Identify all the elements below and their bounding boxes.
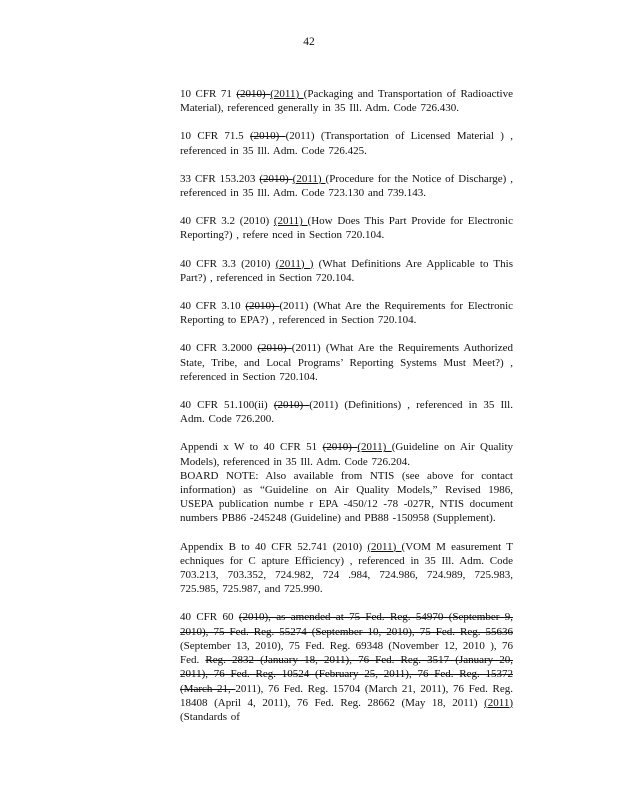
reference-text: (2011) (Transportation of Licensed Material ) , referenced in 35 Ill. Adm. Code 726.425. [180,130,513,157]
cfr-reference-list [180,87,513,724]
cfr-reference-entry [180,299,513,327]
deleted-text: (2010) [273,399,310,412]
cfr-reference-entry [180,540,513,597]
inserted-text: (2011) [484,696,513,709]
deleted-text: (2010) [245,300,280,313]
reference-text: 2011), 76 Fed. Reg. 15704 (March 21, 2011), 76 Fed. Reg. 18408 (April 4, 2011), 76 Fed. Reg. 28662 (May 18, 2011) [180,682,513,709]
reference-text: 40 CFR 3.2 (2010) [180,215,274,228]
reference-text: 33 CFR 153.203 [180,172,260,185]
deleted-text: (2010) [236,88,271,100]
cfr-reference-entry [180,257,513,285]
reference-text: (Standards of [180,710,240,723]
reference-text: (How Does This Part Provide for Electronic Reporting?) , refere nced in Section 720.104. [180,215,513,242]
cfr-reference-entry [180,398,513,426]
reference-text: (What Definitions Are Applicable to This Part?) , referenced in Section 720.104. [180,257,513,284]
cfr-reference-entry [180,87,513,115]
deleted-text: Reg. 2832 (January 18, 2011), 76 Fed. Reg. 3517 (January 20, 2011), 76 Fed. Reg. 10524 (February 25, 2011), 76 Fed. Reg. 15372 (March 21, [180,654,514,695]
deleted-text: (2010) [257,342,292,355]
reference-text: (VOM M easurement T echniques for C apture Efficiency) , referenced in 35 Ill. Adm. Code 703.213, 703.352, 724.982, 724 .984, 724.986, 724.989, 725.983, 725.985, 725.987, and 725.990. [180,540,514,596]
inserted-text: (2011) [292,172,326,185]
cfr-reference-entry [180,440,513,525]
inserted-text: (2011) [273,215,308,228]
reference-text: 40 CFR 3.2000 [180,342,258,355]
inserted-text: (2011) [270,88,304,100]
reference-text: Appendix B to 40 CFR 52.741 (2010) [180,540,368,553]
reference-text: 40 CFR 3.10 [180,300,246,313]
deleted-text: (2010), as amended at 75 Fed. Reg. 54970 (September 9, 2010), 75 Fed. Reg. 55274 (September 10, 2010), 75 Fed. Reg. 55636 [180,611,513,638]
reference-text: 10 CFR 71 [180,88,237,100]
reference-text: 10 CFR 71.5 [180,130,250,143]
cfr-reference-entry [180,172,513,200]
page-number: 42 [303,36,315,48]
board-note: BOARD NOTE: Also available from NTIS (see above for contact information) as “Guideline on Air Quality Models,” Revised 1986, USEPA publication numbe r EPA -450/12 -78 -027R, NTIS document numbers PB86 -245248 (Guideline) and PB88 -150958 (Supplement). [180,469,513,525]
inserted-text: (2011) [357,441,392,454]
deleted-text: (2010) [322,441,358,454]
reference-text: 40 CFR 60 [180,611,239,624]
reference-text: Appendi x W to 40 CFR 51 [180,441,323,454]
deleted-text: (2010) [259,172,293,185]
reference-text: 40 CFR 51.100(ii) [180,399,274,412]
reference-text: (2011) (What Are the Requirements for Electronic Reporting to EPA?) , referenced in Section 720.104. [180,300,514,327]
inserted-text: (2011) ) [275,257,314,270]
cfr-reference-entry [180,214,513,242]
reference-text: (Procedure for the Notice of Discharge) , referenced in 35 Ill. Adm. Code 723.130 and 739.143. [180,172,514,200]
reference-text: (Packaging and Transportation of Radioactive Material), referenced generally in 35 Ill. Adm. Code 726.430. [180,88,513,115]
cfr-reference-entry [180,610,513,724]
deleted-text: (2010) [249,130,286,143]
cfr-reference-entry [180,129,513,157]
reference-text: 40 CFR 3.3 (2010) [180,257,276,270]
reference-text: (September 13, 2010), 75 Fed. Reg. 69348 (November 12, 2010 ), 76 Fed. [180,639,513,667]
reference-text: (2011) (What Are the Requirements Authorized State, Tribe, and Local Programs’ Reporting Systems Must Meet?) , referenced in Section 720.104. [180,342,514,383]
reference-text: (2011) (Definitions) , referenced in 35 Ill. Adm. Code 726.200. [180,399,513,426]
cfr-reference-entry [180,341,513,384]
inserted-text: (2011) [367,540,402,553]
reference-text: (Guideline on Air Quality Models), referenced in 35 Ill. Adm. Code 726.204. [180,441,514,468]
